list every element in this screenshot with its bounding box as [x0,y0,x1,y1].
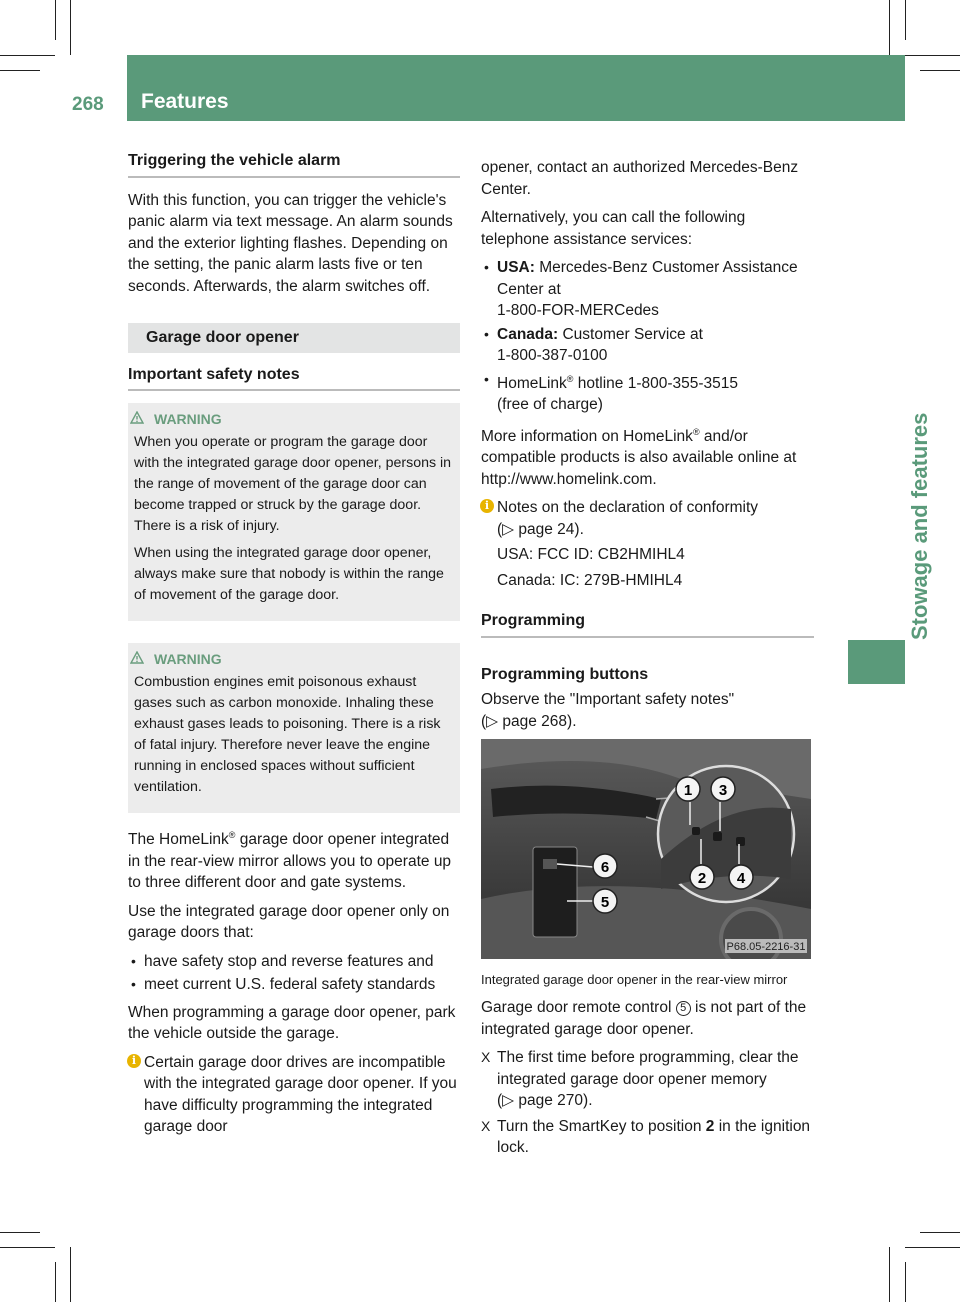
crop-mark [889,1247,890,1302]
mirror-photo [481,739,811,959]
figure-caption: Integrated garage door opener in the rear-view mirror [481,972,788,988]
list-item: • meet current U.S. federal safety standards [128,974,460,996]
callout-4 [729,865,753,889]
list-item: • have safety stop and reverse features and [128,951,460,973]
crop-mark [920,1232,960,1233]
homelink-text: The HomeLink® garage door opener integrated in the rear-view mirror allows you to operate up to three different door and gate systems. [128,830,452,892]
ic-id: Canada: IC: 279B-HMIHL4 [497,571,683,589]
triggering-heading: Triggering the vehicle alarm [128,150,460,178]
callout-2 [690,865,714,889]
programming-buttons-heading: Programming buttons [481,665,649,683]
page-title: Features [141,90,229,113]
crop-mark [905,0,906,40]
remote-text: Garage door remote control 5 is not part of the integrated garage door opener. [481,999,807,1038]
svg-text:2: 2 [697,870,707,888]
warning-box [128,403,460,621]
right-column [481,157,814,1163]
crop-mark [55,0,56,40]
list-item: • HomeLink® hotline 1-800-355-3515 (free of charge) [481,369,814,416]
continued-text: opener, contact an authorized Mercedes-Benz Center. [481,159,799,198]
callout-6 [593,854,617,878]
crop-mark [905,1247,960,1248]
callout-3 [711,777,735,801]
programming-heading: Programming [481,610,814,638]
page-number: 268 [72,94,104,115]
crop-mark [0,1247,55,1248]
header-divider [125,55,127,121]
svg-text:3: 3 [718,782,728,800]
warning-text: When you operate or program the garage door with the integrated garage door opener, persons in the range of movement of the garage door can become trapped or struck by the garage door. There is a risk of injury. [134,434,452,534]
callout-5 [593,889,617,913]
step-item: X Turn the SmartKey to position 2 in the ignition lock. [481,1117,811,1157]
list-item: • USA: Mercedes-Benz Customer Assistance Center at 1-800-FOR-MERCedes [481,257,814,322]
crop-mark [0,55,55,56]
callout-1 [676,777,700,801]
fcc-id: USA: FCC ID: CB2HMIHL4 [497,546,685,564]
warning-title [152,409,454,430]
info-note [481,497,814,540]
warning-icon [130,409,146,430]
info-note [128,1052,460,1138]
when-programming-text: When programming a garage door opener, park the vehicle outside the garage. [128,1003,456,1043]
list-item: • Canada: Customer Service at 1-800-387-0100 [481,324,814,367]
crop-mark [0,1232,40,1233]
info-icon: i [127,1054,141,1068]
more-info-text: More information on HomeLink® and/or compatible products is also available online at http://www.homelink.com. [481,426,797,488]
mirror-illustration [481,739,811,959]
warning-title-text: WARNING [154,651,222,667]
side-tab [860,220,932,640]
observe-text: Observe the "Important safety notes" [481,691,735,709]
step-icon: X [481,1049,491,1066]
safety-heading: Important safety notes [128,364,460,392]
info-text: Notes on the declaration of conformity [497,499,759,517]
svg-text:1: 1 [683,782,693,800]
warning-box [128,643,460,813]
svg-text:6: 6 [600,859,610,877]
crop-mark [55,1262,56,1302]
page-reference: (▷ page 268). [481,712,577,730]
use-only-text: Use the integrated garage door opener only on garage doors that: [128,902,450,942]
photo-code: P68.05-2216-31 [726,941,806,954]
side-tab-marker [848,640,905,684]
warning-title-text: WARNING [154,411,222,427]
crop-mark [889,0,890,55]
crop-mark [905,55,960,56]
svg-text:4: 4 [736,870,746,888]
crop-mark [70,1247,71,1302]
left-column [128,150,460,1144]
crop-mark [0,70,40,71]
crop-mark [905,1262,906,1302]
warning-text: Combustion engines emit poisonous exhaust gases such as carbon monoxide. Inhaling these exhaust gases leads to poisoning. There is a risk of fatal injury. Therefore never leave the engine running in enclosed spaces without sufficient ventilation. [134,674,441,795]
side-tab-label: Stowage and features [907,412,932,640]
warning-text: When using the integrated garage door opener, always make sure that nobody is within the range of movement of the garage door. [134,545,444,603]
triggering-text: With this function, you can trigger the vehicle's panic alarm via text message. An alarm sounds and the exterior lighting flashes. Depending on the setting, the panic alarm lasts five or ten seconds. Afterwards, the alarm switches off. [128,191,453,295]
callout-ref-5: 5 [676,1001,691,1016]
svg-text:5: 5 [600,894,610,912]
crop-mark [70,0,71,55]
step-icon: X [481,1117,491,1134]
info-text: Certain garage door drives are incompatible with the integrated garage door opener. If you have difficulty programming the integrated garage door [144,1053,457,1136]
crop-mark [920,70,960,71]
alternatively-text: Alternatively, you can call the following telephone assistance services: [481,209,746,248]
step-item: X The first time before programming, clear the integrated garage door opener memory (▷ page 270). [481,1049,799,1110]
page-reference: (▷ page 24). [497,520,584,538]
warning-icon [130,649,146,670]
info-icon: i [480,499,494,513]
warning-title [152,649,454,670]
garage-heading: Garage door opener [128,323,460,353]
